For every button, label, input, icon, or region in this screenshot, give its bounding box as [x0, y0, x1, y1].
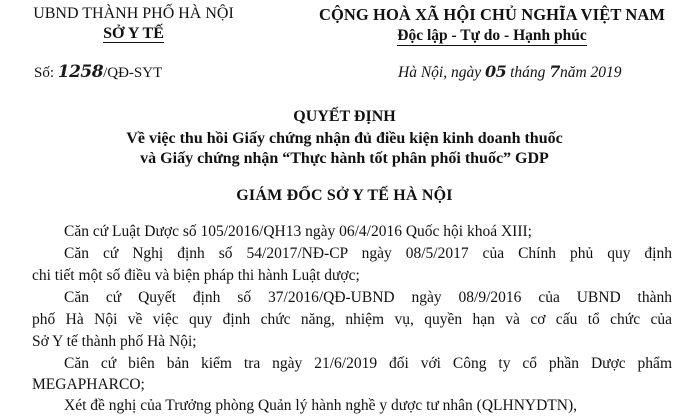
issue-date — [398, 62, 622, 82]
issuing-authority: GIÁM ĐỐC SỞ Y TẾ HÀ NỘI — [236, 187, 453, 204]
body-line-5: phố Hà Nội về việc quy định chức năng, nhiệm vụ, quyền hạn và cơ cấu tổ chức của — [32, 311, 672, 328]
body-line-2: Căn cứ Nghị định số 54/2017/NĐ-CP ngày 08/5/2017 của Chính phủ quy định — [64, 245, 672, 262]
document-number-suffix: /QĐ-SYT — [103, 65, 163, 81]
date-month-label: tháng — [510, 64, 546, 81]
national-motto-text: Độc lập - Tự do - Hạnh phúc — [397, 27, 587, 44]
decision-subject-line-2: và Giấy chứng nhận “Thực hành tốt phân phối thuốc” GDP — [140, 150, 549, 167]
issuer-dept — [6, 24, 261, 44]
decision-subject-line-1: Về việc thu hồi Giấy chứng nhận đủ điều kiện kinh doanh thuốc — [126, 130, 563, 147]
document-number-prefix: Số: — [34, 65, 55, 81]
decision-heading: QUYẾT ĐỊNH — [293, 108, 396, 125]
body-line-1: Căn cứ Luật Dược số 105/2016/QH13 ngày 06/4/2016 Quốc hội khoá XIII; — [64, 223, 532, 240]
date-place: Hà Nội, ngày — [398, 64, 482, 81]
date-month-handwritten: 7 — [549, 62, 560, 81]
date-day-handwritten: 05 — [484, 62, 507, 81]
body-line-7: Căn cứ biên bản kiểm tra ngày 21/6/2019 đối với Công ty cổ phần Dược phẩm — [64, 355, 672, 372]
issuer-block — [6, 4, 261, 44]
body-line-4: Căn cứ Quyết định số 37/2016/QĐ-UBND ngày 08/9/2016 của UBND thành — [64, 289, 672, 306]
national-motto — [300, 25, 684, 46]
body-line-8: MEGAPHARCO; — [32, 376, 145, 393]
national-header — [300, 4, 684, 46]
country-name: CỘNG HOÀ XÃ HỘI CHỦ NGHĨA VIỆT NAM — [318, 5, 666, 24]
body-line-3: chi tiết một số điều và biện pháp thi hành Luật dược; — [32, 267, 360, 284]
body-line-9: Xét đề nghị của Trưởng phòng Quản lý hành nghề y dược tư nhân (QLHNYDTN), — [64, 397, 577, 414]
document-number-handwritten: 1258 — [57, 62, 104, 82]
date-year: năm 2019 — [559, 64, 622, 81]
body-line-6: Sở Y tế thành phố Hà Nội; — [32, 333, 197, 350]
issuer-org: UBND THÀNH PHỐ HÀ NỘI — [33, 5, 234, 22]
issuer-dept-text: SỞ Y TẾ — [103, 25, 164, 42]
document-number — [34, 62, 162, 82]
